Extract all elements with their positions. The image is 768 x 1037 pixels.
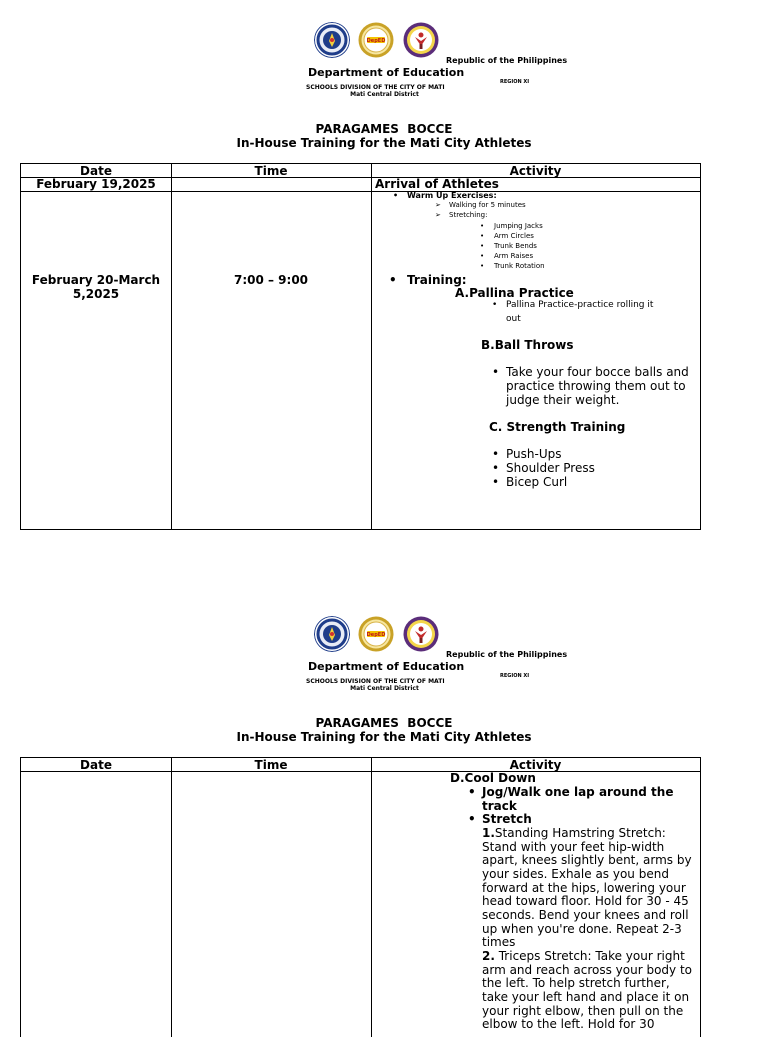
section-a-title: A.Pallina Practice bbox=[455, 286, 574, 300]
stretch-line: head toward floor. Hold for 30 - 45 bbox=[482, 894, 689, 908]
document-subtitle: In-House Training for the Mati City Athletes bbox=[236, 730, 532, 744]
schedule-table-continued bbox=[20, 757, 701, 1037]
header-time: Time bbox=[254, 164, 288, 178]
stretch-title: • Stretch bbox=[482, 812, 532, 826]
header-date: Date bbox=[80, 758, 112, 772]
division-text: SCHOOLS DIVISION OF THE CITY OF MATI bbox=[306, 84, 445, 91]
warmup-item: ➢ Walking for 5 minutes bbox=[449, 201, 526, 209]
section-b-line: practice throwing them out to bbox=[506, 379, 686, 393]
mati-division-icon bbox=[403, 616, 439, 652]
deped-matatag-icon bbox=[358, 616, 394, 652]
stretching-item: • Arm Raises bbox=[494, 252, 533, 260]
section-a-item: • Pallina Practice-practice rolling it bbox=[506, 300, 653, 310]
stretch-line: arm and reach across your body to bbox=[482, 963, 693, 977]
row2-date-line1: February 20-March bbox=[31, 273, 161, 287]
row2-date-line2: 5,2025 bbox=[72, 287, 120, 301]
department-title: Department of Education bbox=[308, 66, 465, 79]
stretch-line: Stand with your feet hip-width bbox=[482, 840, 665, 854]
section-a-item-cont: out bbox=[506, 314, 521, 324]
item-text: Triceps Stretch: Take your right bbox=[494, 949, 685, 963]
stretch-line: forward at the hips, lowering your bbox=[482, 881, 686, 895]
stretching-item: • Jumping Jacks bbox=[494, 222, 543, 230]
stretch-line: seconds. Bend your knees and roll bbox=[482, 908, 689, 922]
stretch-line: your right elbow, then pull on the bbox=[482, 1004, 684, 1018]
division-text: SCHOOLS DIVISION OF THE CITY OF MATI bbox=[306, 678, 445, 685]
schedule-table bbox=[20, 163, 701, 530]
cooldown-title: D.Cool Down bbox=[450, 771, 536, 785]
stretch-line: your sides. Exhale as you bend bbox=[482, 867, 669, 881]
district-text: Mati Central District bbox=[350, 685, 419, 692]
deped-seal-icon bbox=[314, 616, 350, 652]
stretch-line: take your left hand and place it on bbox=[482, 990, 690, 1004]
district-text: Mati Central District bbox=[350, 91, 419, 98]
section-b-title: B.Ball Throws bbox=[481, 338, 574, 352]
mati-division-icon bbox=[403, 22, 439, 58]
section-c-title: C. Strength Training bbox=[489, 420, 626, 434]
section-b-line: • Take your four bocce balls and bbox=[506, 365, 689, 379]
jog-line: • Jog/Walk one lap around the bbox=[482, 785, 673, 799]
warmup-item: ➢ Stretching: bbox=[449, 211, 487, 219]
region-text: REGION XI bbox=[500, 673, 530, 679]
stretch-line: apart, knees slightly bent, arms by bbox=[482, 853, 692, 867]
svg-text:DepED: DepED bbox=[366, 38, 386, 44]
item-number: 2. bbox=[482, 949, 495, 963]
document-title: PARAGAMES BOCCE bbox=[315, 122, 453, 136]
section-c-item: • Shoulder Press bbox=[506, 461, 595, 475]
republic-text: Republic of the Philippines bbox=[446, 56, 568, 65]
row2-time: 7:00 – 9:00 bbox=[233, 273, 309, 287]
row1-date: February 19,2025 bbox=[36, 177, 156, 191]
stretch-line: elbow to the left. Hold for 30 bbox=[482, 1017, 655, 1031]
section-c-item: • Bicep Curl bbox=[506, 475, 567, 489]
section-c-item: • Push-Ups bbox=[506, 447, 561, 461]
header-activity: Activity bbox=[509, 758, 562, 772]
stretch-item-2 bbox=[482, 949, 685, 963]
header-date: Date bbox=[80, 164, 112, 178]
stretch-line: up when you're done. Repeat 2-3 bbox=[482, 922, 682, 936]
svg-text:DepED: DepED bbox=[366, 632, 386, 638]
item-number: 1. bbox=[482, 826, 495, 840]
republic-text: Republic of the Philippines bbox=[446, 650, 568, 659]
stretching-item: • Arm Circles bbox=[494, 232, 534, 240]
training-title: • Training: bbox=[407, 273, 467, 287]
stretching-item: • Trunk Bends bbox=[494, 242, 537, 250]
document-title: PARAGAMES BOCCE bbox=[315, 716, 453, 730]
row1-activity: Arrival of Athletes bbox=[375, 177, 499, 191]
header-time: Time bbox=[254, 758, 288, 772]
stretch-line: times bbox=[482, 935, 516, 949]
jog-line: track bbox=[482, 799, 517, 813]
deped-matatag-icon bbox=[358, 22, 394, 58]
section-b-line: judge their weight. bbox=[506, 393, 620, 407]
deped-seal-icon bbox=[314, 22, 350, 58]
header-activity: Activity bbox=[509, 164, 562, 178]
stretch-item-1 bbox=[482, 826, 666, 840]
warmup-title: • Warm Up Exercises: bbox=[407, 191, 497, 200]
region-text: REGION XI bbox=[500, 79, 530, 85]
stretch-line: the left. To help stretch further, bbox=[482, 976, 670, 990]
stretching-item: • Trunk Rotation bbox=[494, 262, 545, 270]
item-text: Standing Hamstring Stretch: bbox=[494, 826, 666, 840]
document-subtitle: In-House Training for the Mati City Athletes bbox=[236, 136, 532, 150]
department-title: Department of Education bbox=[308, 660, 465, 673]
